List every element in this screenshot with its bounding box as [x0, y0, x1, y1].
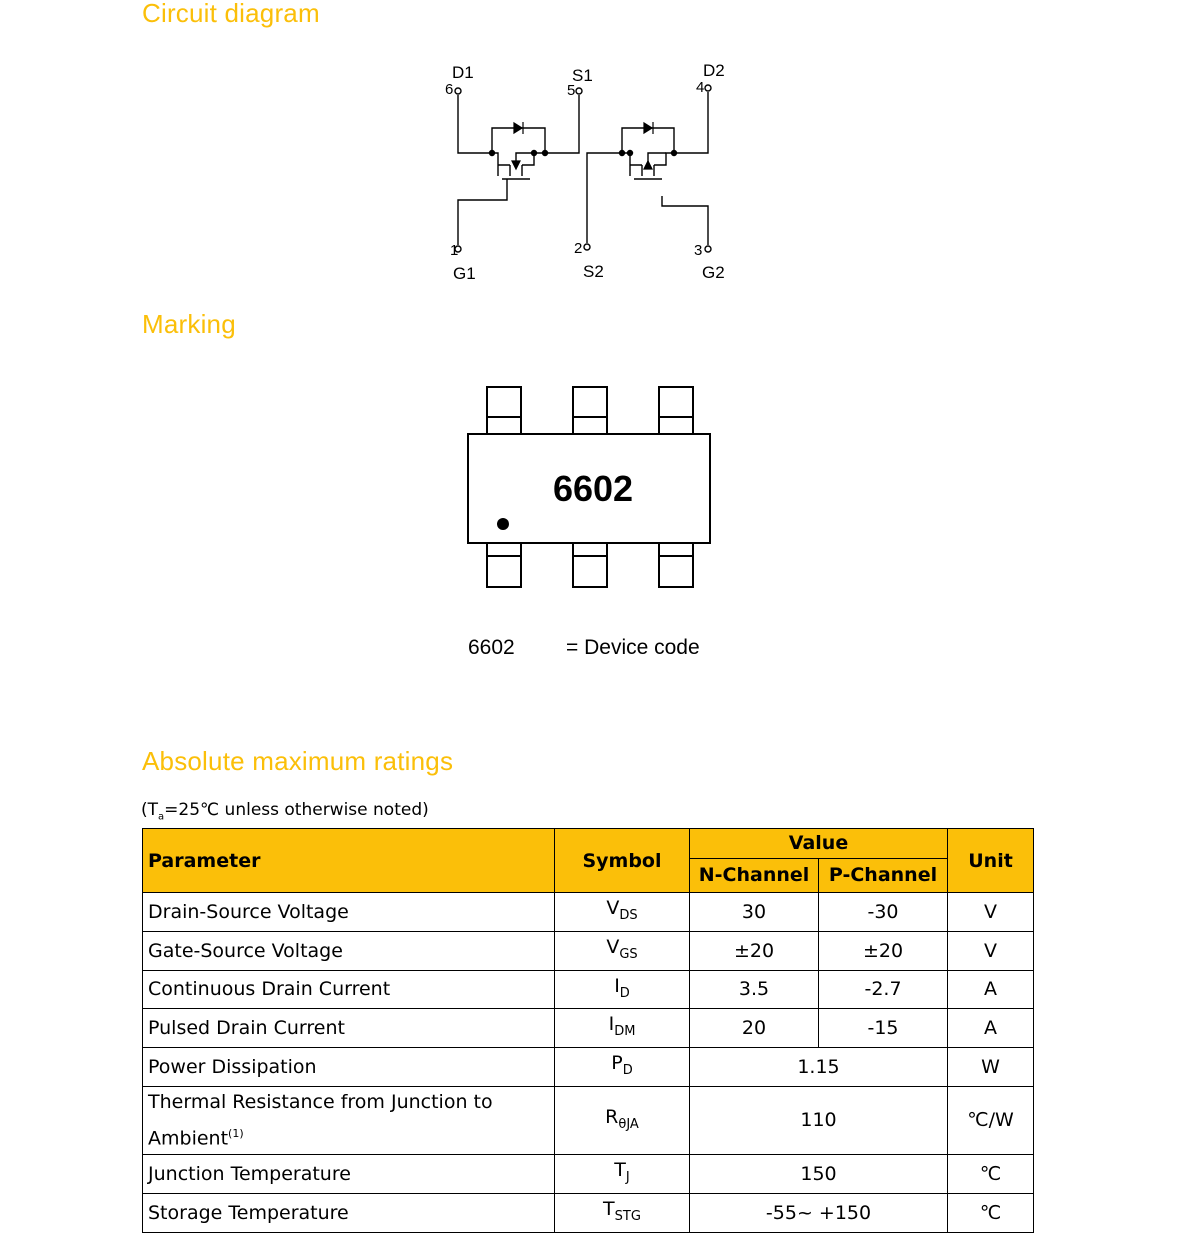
cell-p-channel: ±20 — [819, 931, 948, 970]
circuit-diagram — [430, 55, 750, 290]
pin-number-4: 4 — [696, 79, 705, 96]
cell-symbol: $I_D$ — [555, 970, 690, 1009]
cell-value: -55~ +150 — [690, 1194, 948, 1233]
pin-number-6: 6 — [445, 81, 454, 98]
header-p-channel: P-Channel — [819, 859, 948, 893]
cell-symbol: $I_{DM}$ — [555, 1009, 690, 1048]
cell-n-channel: 3.5 — [690, 970, 819, 1009]
section-heading-circuit-diagram: Circuit diagram — [142, 0, 320, 28]
header-value: Value — [690, 829, 948, 859]
header-parameter: Parameter — [143, 829, 555, 893]
section-heading-absolute-maximum-ratings: Absolute maximum ratings — [142, 746, 454, 776]
cell-symbol: $R_{\theta JA}$ — [555, 1086, 690, 1154]
cell-parameter: Pulsed Drain Current — [143, 1009, 555, 1048]
cell-n-channel: 30 — [690, 893, 819, 932]
cell-unit: ℃/W — [948, 1086, 1034, 1154]
table-row — [143, 1194, 1034, 1233]
table-row — [143, 1048, 1034, 1087]
header-unit: Unit — [948, 829, 1034, 893]
cell-value: 1.15 — [690, 1048, 948, 1087]
legend-device-code-description: = Device code — [566, 636, 700, 659]
table-row — [143, 931, 1034, 970]
pin-name-s1: S1 — [572, 66, 593, 85]
cell-parameter: Storage Temperature — [143, 1194, 555, 1233]
cell-p-channel: -30 — [819, 893, 948, 932]
ratings-note: ($T_a=25℃$ unless otherwise noted) — [141, 800, 429, 823]
table-row — [143, 893, 1034, 932]
cell-parameter: Gate-Source Voltage — [143, 931, 555, 970]
cell-parameter: Thermal Resistance from Junction to Ambient$^{(1)}$ — [143, 1086, 555, 1154]
pin-name-g1: G1 — [453, 264, 476, 283]
pin-number-1: 1 — [450, 242, 459, 259]
cell-n-channel: ±20 — [690, 931, 819, 970]
cell-symbol: $T_J$ — [555, 1155, 690, 1194]
package-marking-diagram — [460, 380, 720, 595]
table-row — [143, 1009, 1034, 1048]
header-symbol: Symbol — [555, 829, 690, 893]
package-bottom-pins — [487, 543, 693, 587]
package-top-pins — [487, 387, 693, 434]
pin-name-s2: S2 — [583, 262, 604, 281]
cell-value: 110 — [690, 1086, 948, 1154]
table-row — [143, 1086, 1034, 1154]
chip-marking-code: 6602 — [552, 468, 634, 509]
table-row — [143, 970, 1034, 1009]
cell-symbol: $V_{GS}$ — [555, 931, 690, 970]
cell-parameter: Power Dissipation — [143, 1048, 555, 1087]
cell-n-channel: 20 — [690, 1009, 819, 1048]
pin1-indicator-dot — [497, 518, 509, 530]
cell-unit: V — [948, 931, 1034, 970]
cell-unit: ℃ — [948, 1194, 1034, 1233]
cell-unit: V — [948, 893, 1034, 932]
cell-unit: A — [948, 970, 1034, 1009]
cell-parameter: Junction Temperature — [143, 1155, 555, 1194]
pin-name-d2: D2 — [703, 61, 725, 80]
circuit-nodes-and-diodes — [489, 122, 676, 169]
cell-parameter: Drain-Source Voltage — [143, 893, 555, 932]
pin-name-d1: D1 — [452, 63, 474, 82]
cell-unit: A — [948, 1009, 1034, 1048]
pin-number-2: 2 — [574, 240, 583, 257]
table-row — [143, 1155, 1034, 1194]
pin-name-g2: G2 — [702, 263, 725, 282]
absolute-maximum-ratings-table — [142, 828, 1034, 1233]
pin-number-3: 3 — [694, 242, 703, 259]
cell-unit: W — [948, 1048, 1034, 1087]
cell-symbol: $P_D$ — [555, 1048, 690, 1087]
cell-p-channel: -2.7 — [819, 970, 948, 1009]
header-n-channel: N-Channel — [690, 859, 819, 893]
pin-number-5: 5 — [567, 82, 576, 99]
circuit-wires — [455, 85, 711, 252]
cell-value: 150 — [690, 1155, 948, 1194]
cell-p-channel: -15 — [819, 1009, 948, 1048]
cell-symbol: $T_{STG}$ — [555, 1194, 690, 1233]
cell-unit: ℃ — [948, 1155, 1034, 1194]
cell-symbol: $V_{DS}$ — [555, 893, 690, 932]
section-heading-marking: Marking — [142, 309, 236, 339]
legend-device-code-value: 6602 — [468, 636, 515, 659]
cell-parameter: Continuous Drain Current — [143, 970, 555, 1009]
